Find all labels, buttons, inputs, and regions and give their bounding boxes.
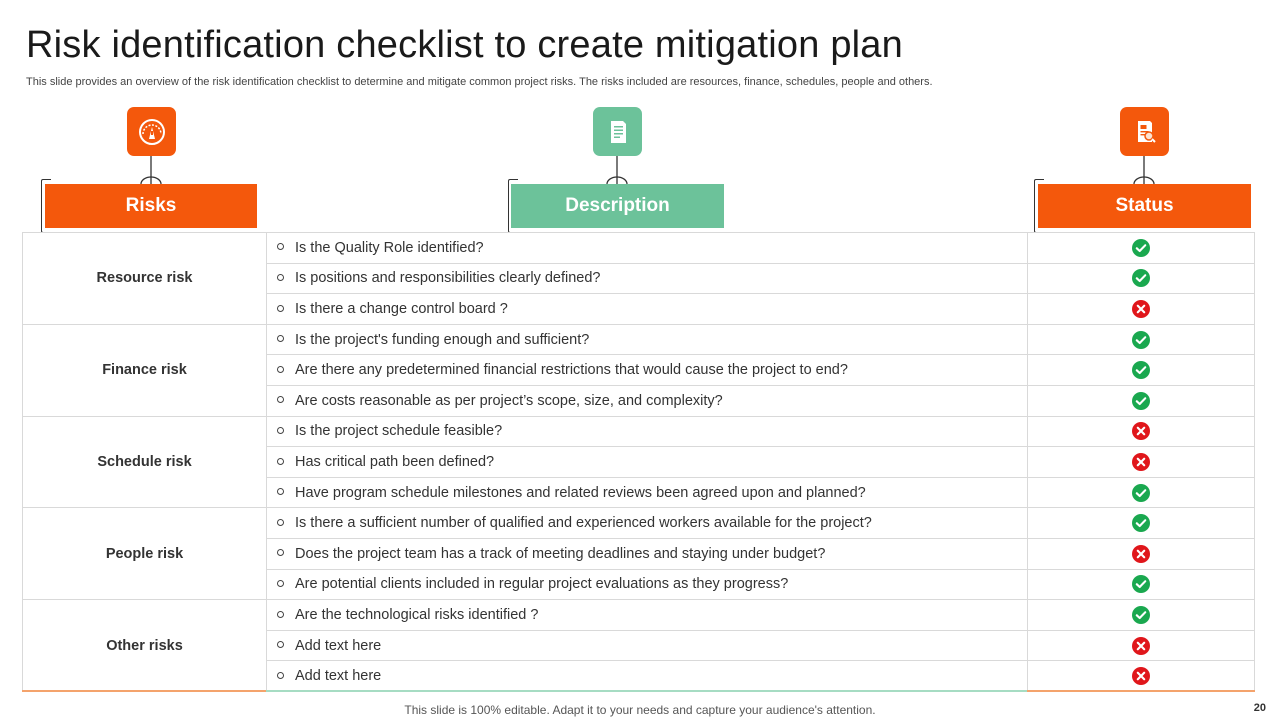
risk-description xyxy=(267,630,1028,661)
header-risks: Risks xyxy=(45,184,257,228)
risk-question-text: Is the project schedule feasible? xyxy=(295,423,503,440)
risk-status xyxy=(1028,263,1255,294)
circle-bullet-icon xyxy=(277,672,284,679)
risk-question-text: Are costs reasonable as per project’s scope, size, and complexity? xyxy=(295,392,723,409)
circle-bullet-icon xyxy=(277,366,284,373)
table-row xyxy=(23,600,1255,631)
connector-line xyxy=(606,156,628,184)
table-row xyxy=(23,324,1255,355)
slide-subtitle: This slide provides an overview of the risk identification checklist to determine and mitigate common project risks. The risks included are resources, finance, schedules, people and others. xyxy=(26,76,933,88)
risk-description xyxy=(267,569,1028,600)
risk-status xyxy=(1028,630,1255,661)
risk-category: Schedule risk xyxy=(23,416,267,508)
risk-status xyxy=(1028,600,1255,631)
risk-category: People risk xyxy=(23,508,267,600)
risk-question-text: Are the technological risks identified ? xyxy=(295,606,539,623)
circle-bullet-icon xyxy=(277,641,284,648)
risk-status xyxy=(1028,538,1255,569)
circle-bullet-icon xyxy=(277,611,284,618)
cross-circle-icon xyxy=(1132,668,1150,684)
risk-status xyxy=(1028,385,1255,416)
circle-bullet-icon xyxy=(277,519,284,526)
check-circle-icon xyxy=(1132,331,1150,347)
risk-status xyxy=(1028,324,1255,355)
check-circle-icon xyxy=(1132,515,1150,531)
check-circle-icon xyxy=(1132,607,1150,623)
risk-question-text: Is there a change control board ? xyxy=(295,300,508,317)
cross-circle-icon xyxy=(1132,423,1150,439)
risk-question-text: Does the project team has a track of meeting deadlines and staying under budget? xyxy=(295,545,826,562)
cross-circle-icon xyxy=(1132,301,1150,317)
risk-status xyxy=(1028,569,1255,600)
circle-bullet-icon xyxy=(277,488,284,495)
risk-description xyxy=(267,477,1028,508)
check-circle-icon xyxy=(1132,270,1150,286)
risk-status xyxy=(1028,477,1255,508)
circle-bullet-icon xyxy=(277,335,284,342)
risk-description xyxy=(267,538,1028,569)
risk-status xyxy=(1028,661,1255,692)
risk-status xyxy=(1028,233,1255,264)
risk-question-text: Has critical path been defined? xyxy=(295,453,495,470)
risk-status xyxy=(1028,355,1255,386)
header-description: Description xyxy=(511,184,724,228)
footer-note: This slide is 100% editable. Adapt it to your needs and capture your audience's attention. xyxy=(404,703,876,717)
cross-circle-icon xyxy=(1132,546,1150,562)
risk-checklist-table xyxy=(22,232,1255,692)
risk-question-text: Is the project's funding enough and sufficient? xyxy=(295,331,590,348)
bottom-accent-line xyxy=(266,690,1027,692)
risk-description xyxy=(267,233,1028,264)
check-circle-icon xyxy=(1132,393,1150,409)
connector-line xyxy=(1133,156,1155,184)
circle-bullet-icon xyxy=(277,549,284,556)
risk-category: Finance risk xyxy=(23,324,267,416)
risk-question-text: Have program schedule milestones and related reviews been agreed upon and planned? xyxy=(295,484,866,501)
risk-description xyxy=(267,385,1028,416)
circle-bullet-icon xyxy=(277,458,284,465)
check-circle-icon xyxy=(1132,240,1150,256)
risk-question-text: Add text here xyxy=(295,637,382,654)
circle-bullet-icon xyxy=(277,427,284,434)
risk-category: Resource risk xyxy=(23,233,267,325)
risk-status xyxy=(1028,508,1255,539)
document-icon xyxy=(593,107,642,156)
risk-question-text: Is there a sufficient number of qualified and experienced workers available for the project? xyxy=(295,515,872,532)
table-row xyxy=(23,508,1255,539)
circle-bullet-icon xyxy=(277,243,284,250)
risk-status xyxy=(1028,294,1255,325)
risk-status xyxy=(1028,416,1255,447)
circle-bullet-icon xyxy=(277,580,284,587)
risk-description xyxy=(267,294,1028,325)
circle-bullet-icon xyxy=(277,305,284,312)
table-row xyxy=(23,416,1255,447)
risk-description xyxy=(267,324,1028,355)
risk-description xyxy=(267,263,1028,294)
table-row xyxy=(23,233,1255,264)
circle-bullet-icon xyxy=(277,396,284,403)
connector-line xyxy=(140,156,162,184)
risk-question-text: Add text here xyxy=(295,668,382,685)
risk-description xyxy=(267,600,1028,631)
circle-bullet-icon xyxy=(277,274,284,281)
risk-description xyxy=(267,355,1028,386)
risk-question-text: Is positions and responsibilities clearly defined? xyxy=(295,270,601,287)
risk-category: Other risks xyxy=(23,600,267,692)
bottom-accent-line xyxy=(22,690,266,692)
page-number: 20 xyxy=(1253,702,1266,714)
risk-status xyxy=(1028,447,1255,478)
gauge-icon xyxy=(127,107,176,156)
slide-title: Risk identification checklist to create mitigation plan xyxy=(26,24,903,66)
check-circle-icon xyxy=(1132,576,1150,592)
check-circle-icon xyxy=(1132,362,1150,378)
risk-question-text: Are potential clients included in regular project evaluations as they progress? xyxy=(295,576,789,593)
risk-description xyxy=(267,416,1028,447)
header-status: Status xyxy=(1038,184,1251,228)
cross-circle-icon xyxy=(1132,454,1150,470)
risk-description xyxy=(267,661,1028,692)
cross-circle-icon xyxy=(1132,637,1150,653)
risk-description xyxy=(267,508,1028,539)
report-magnifier-icon xyxy=(1120,107,1169,156)
bottom-accent-line xyxy=(1027,690,1255,692)
risk-question-text: Are there any predetermined financial restrictions that would cause the project to end? xyxy=(295,362,848,379)
check-circle-icon xyxy=(1132,484,1150,500)
risk-description xyxy=(267,447,1028,478)
risk-question-text: Is the Quality Role identified? xyxy=(295,239,484,256)
